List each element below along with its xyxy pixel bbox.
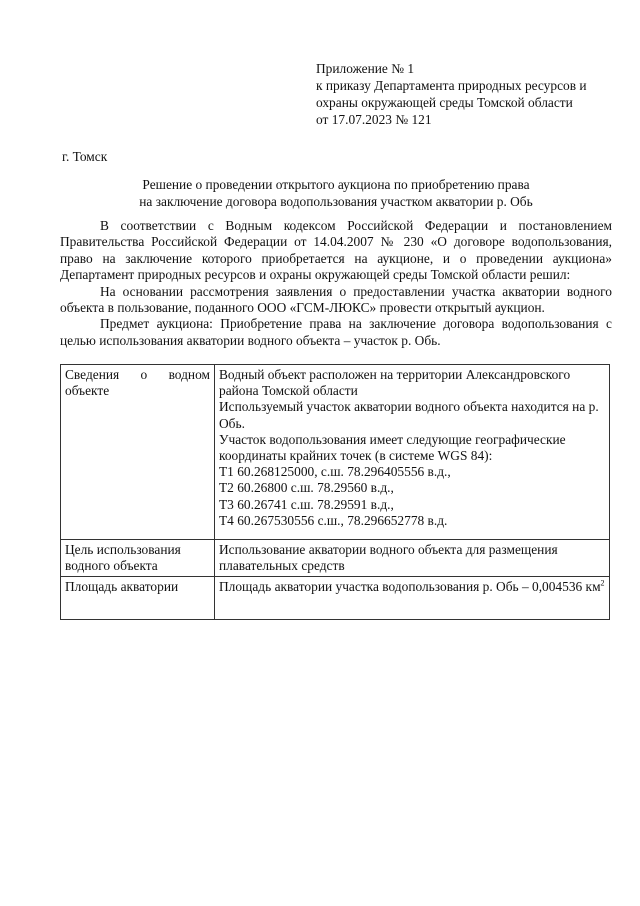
area-label: Площадь акватории <box>61 577 215 620</box>
paragraph-application: На основании рассмотрения заявления о предоставлении участка акватории водного объекта в пользование, поданного ООО «ГСМ-ЛЮКС» провести открытый аукцион. <box>60 283 612 316</box>
purpose-value: Использование акватории водного объекта для размещения плавательных средств <box>215 540 610 577</box>
document-title <box>60 176 612 210</box>
table-label-cell <box>61 365 215 540</box>
table-row <box>61 577 610 620</box>
city-name: г. Томск <box>62 149 108 164</box>
appendix-number: Приложение № 1 <box>316 61 415 76</box>
body-text <box>60 218 612 349</box>
water-object-location: Водный объект расположен на территории Александровского района Томской области <box>219 367 571 399</box>
coordinate-point: Т3 60.26741 с.ш. 78.29591 в.д., <box>219 496 394 512</box>
table-value-cell <box>215 365 610 540</box>
coordinates-list <box>219 464 605 529</box>
appendix-date: от 17.07.2023 № 121 <box>316 112 432 127</box>
area-value-cell <box>215 577 610 620</box>
paragraph-auction-subject: Предмет аукциона: Приобретение права на заключение договора водопользования с целью использования акватории водного объекта – участок р. Обь. <box>60 316 612 348</box>
water-area-location: Используемый участок акватории водного объекта находится на р. Обь. <box>219 399 599 431</box>
coordinate-point: Т4 60.267530556 с.ш., 78.296652778 в.д. <box>219 512 448 528</box>
coordinates-intro: Участок водопользования имеет следующие географические координаты крайних точек (в системе WGS 84): <box>219 431 566 464</box>
water-object-label: Сведения о водном объекте <box>65 367 210 399</box>
purpose-label: Цель использования водного объекта <box>61 540 215 577</box>
area-unit-superscript: 2 <box>600 578 605 588</box>
table-row <box>61 540 610 577</box>
water-object-table <box>60 364 610 620</box>
title-line-2: на заключение договора водопользования участком акватории р. Обь <box>139 194 533 209</box>
area-value: Площадь акватории участка водопользования р. Обь – 0,004536 км <box>219 579 601 595</box>
title-line-1: Решение о проведении открытого аукциона по приобретению права <box>142 177 530 192</box>
coordinate-point: Т2 60.26800 с.ш. 78.29560 в.д., <box>219 480 394 496</box>
paragraph-legal-basis: В соответствии с Водным кодексом Российской Федерации и постановлением Правительства Российской Федерации от 14.04.2007 № 230 «О договоре водопользования, право на заключение которого приобретается на аукционе, и о проведении аукциона» Департамент природных ресурсов и охраны окружающей среды Томской области решил: <box>60 218 612 283</box>
appendix-header <box>316 60 616 128</box>
table-row <box>61 365 610 540</box>
appendix-department: охраны окружающей среды Томской области <box>316 95 573 110</box>
coordinate-point: Т1 60.268125000, с.ш. 78.296405556 в.д., <box>219 464 451 480</box>
appendix-order-ref: к приказу Департамента природных ресурсов и <box>316 78 587 93</box>
